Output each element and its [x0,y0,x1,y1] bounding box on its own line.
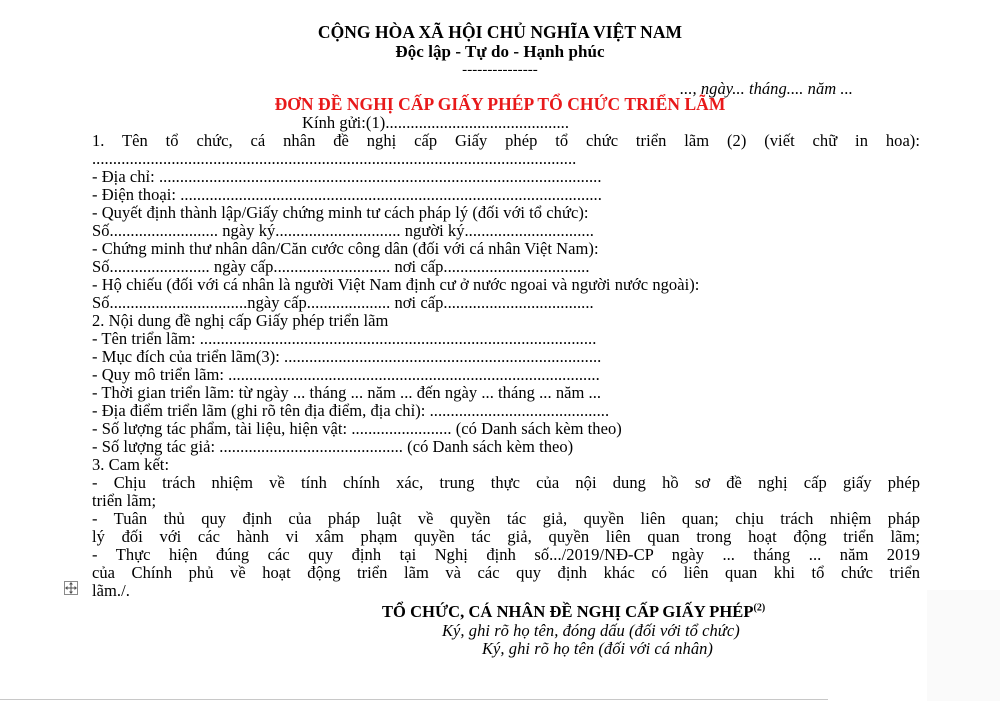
commitment-1-line-1: - Chịu trách nhiệm về tính chính xác, trung thực của nội dung hồ sơ đề nghị cấp giấy phép [92,473,920,492]
signature-title [382,603,765,621]
form-title: ĐƠN ĐỀ NGHỊ CẤP GIẤY PHÉP TỔ CHỨC TRIỂN LÃM [274,94,726,114]
section2-heading: 2. Nội dung đề nghị cấp Giấy phép triển lãm [92,311,389,330]
phone-field: - Điện thoại: ..................................................................................................... [92,185,602,204]
section3-heading: 3. Cam kết: [92,455,170,474]
exhibition-scale-field: - Quy mô triển lãm: ......................................................................................... [92,365,600,384]
exhibition-time-field: - Thời gian triển lãm: từ ngày ... tháng ... năm ... đến ngày ... tháng ... năm ... [92,383,602,402]
works-count-field: - Số lượng tác phẩm, tài liệu, hiện vật: ........................ (có Danh sách kèm theo) [92,419,622,438]
recipient-line: Kính gửi:(1)............................................ [302,113,570,132]
signature-org-note: Ký, ghi rõ họ tên, đóng dấu (đối với tổ chức) [442,621,740,640]
table-move-handle[interactable] [64,581,78,595]
commitment-3-line-1: - Thực hiện đúng các quy định tại Nghị định số.../2019/NĐ-CP ngày ... tháng ... năm 2019 [92,545,920,564]
header-divider: --------------- [462,62,538,78]
four-arrow-move-icon [65,582,77,594]
commitment-2-line-2: lý đối với các hành vi xâm phạm quyền tác giả, quyền liên quan trong hoạt động triển lãm; [92,527,920,546]
decision-fields: Số.......................... ngày ký.............................. người ký............................... [92,221,594,240]
id-card-label: - Chứng minh thư nhân dân/Căn cước công dân (đối với cá nhân Việt Nam): [92,239,599,258]
signature-person-note: Ký, ghi rõ họ tên (đối với cá nhân) [482,639,713,658]
commitment-3-line-3: lãm./. [92,581,130,600]
exhibition-purpose-field: - Mục đích của triển lãm(3): ............................................................................ [92,347,602,366]
commitment-1-line-2: triển lãm; [92,491,157,510]
exhibition-venue-field: - Địa điểm triển lãm (ghi rõ tên địa điểm, địa chỉ): ........................................... [92,401,610,420]
place-date-line: ..., ngày... tháng.... năm ... [680,79,853,98]
id-card-fields: Số........................ ngày cấp............................ nơi cấp................................... [92,257,590,276]
commitment-3-line-2: của Chính phủ về hoạt động triển lãm và các quy định khác có liên quan khi tổ chức triển [92,563,920,582]
decision-label: - Quyết định thành lập/Giấy chứng minh tư cách pháp lý (đối với tổ chức): [92,203,589,222]
section1-name-dots: .................................................................................................................... [92,149,577,168]
side-margin-shade [927,590,1000,701]
page-bottom-edge [0,699,828,700]
address-field: - Địa chỉ: .......................................................................................................... [92,167,602,186]
passport-label: - Hộ chiếu (đối với cá nhân là người Việt Nam định cư ở nước ngoai và người nước ngoài): [92,275,700,294]
authors-count-field: - Số lượng tác giả: ............................................ (có Danh sách kèm theo) [92,437,574,456]
section1-heading: 1. Tên tổ chức, cá nhân đề nghị cấp Giấy phép tổ chức triển lãm (2) (viết chữ in hoa): [92,131,920,150]
commitment-2-line-1: - Tuân thủ quy định của pháp luật về quyền tác giả, quyền liên quan; chịu trách nhiệm pháp [92,509,920,528]
signature-title-note: (2) [753,602,766,614]
national-title: CỘNG HÒA XÃ HỘI CHỦ NGHĨA VIỆT NAM [317,22,683,42]
national-motto: Độc lập - Tự do - Hạnh phúc [395,42,605,61]
exhibition-name-field: - Tên triển lãm: ............................................................................................... [92,329,597,348]
passport-fields: Số.................................ngày cấp.................... nơi cấp.................................... [92,293,594,312]
signature-title-text: TỔ CHỨC, CÁ NHÂN ĐỀ NGHỊ CẤP GIẤY PHÉP [382,602,754,621]
